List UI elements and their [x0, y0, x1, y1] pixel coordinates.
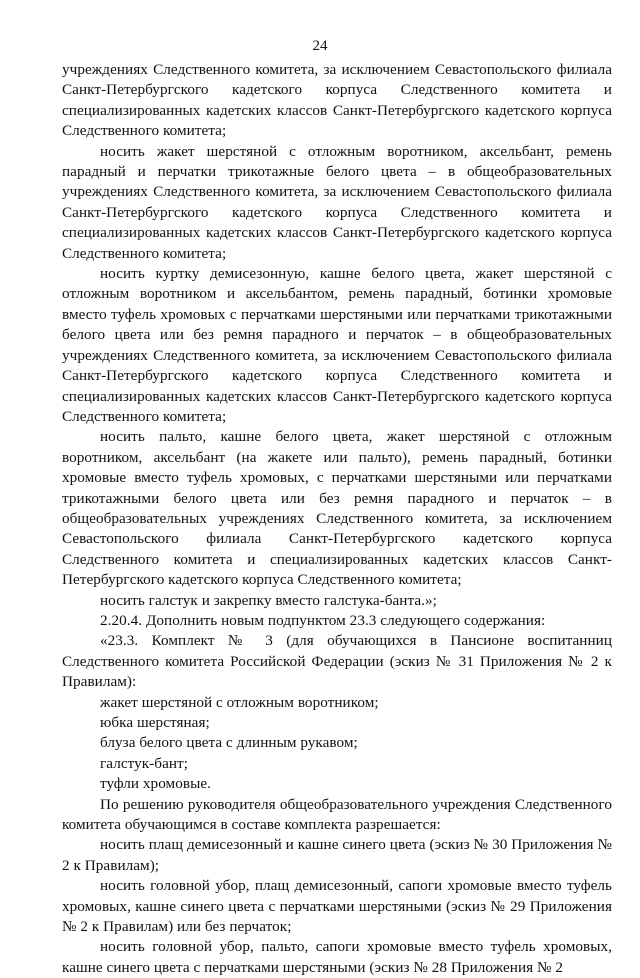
paragraph-amendment: 2.20.4. Дополнить новым подпунктом 23.3 следующего содержания: — [100, 611, 546, 629]
paragraph-demi-jacket: носить куртку демисезонную, кашне белого цвета, жакет шерстяной с отложным воротником и аксельбантом, ремень парадный, ботинки хромовые вместо туфель хромовых с перчатками шерстяными или перчатками трикотажными белого цвета или без ремня парадного и перчаток – в общеобразовательных учреждениях Следственного комитета, за исключением Севастопольского филиала Санкт-Петербургского кадетского корпуса Следственного комитета и специализированных кадетских классов Санкт-Петербургского кадетского корпуса Следственного комитета; — [62, 265, 612, 425]
paragraph-raincoat: носить плащ демисезонный и кашне синего цвета (эскиз № 30 Приложения № 2 к Правилам); — [62, 836, 612, 874]
list-item: юбка шерстяная; — [100, 714, 210, 731]
list-item: галстук-бант; — [100, 754, 188, 772]
paragraph-set-3: «23.3. Комплект № 3 (для обучающихся в Пансионе воспитанниц Следственного комитета Российской Федерации (эскиз № 31 Приложения № 2 к Правилам): — [62, 632, 612, 691]
list-item: туфли хромовые. — [100, 775, 211, 793]
page-number: 24 — [312, 38, 328, 54]
paragraph-headgear-raincoat: носить головной убор, плащ демисезонный, сапоги хромовые вместо туфель хромовых, кашне синего цвета с перчатками шерстяными (эскиз № 29 Приложения № 2 к Правилам) или без перчаток; — [62, 877, 612, 936]
list-item: блуза белого цвета с длинным рукавом; — [100, 734, 358, 752]
paragraph-jacket: носить жакет шерстяной с отложным воротником, аксельбант, ремень парадный и перчатки трикотажные белого цвета – в общеобразовательных учреждениях Следственного комитета, за исключением Севастопольского филиала Санкт-Петербургского кадетского корпуса Следственного комитета и специализированных кадетских классов Санкт-Петербургского кадетского корпуса Следственного комитета; — [62, 142, 612, 262]
paragraph-decision: По решению руководителя общеобразовательного учреждения Следственного комитета обучающимся в составе комплекта разрешается: — [62, 795, 612, 834]
document-body — [62, 60, 612, 978]
paragraph-tie: носить галстук и закрепку вместо галстука-банта.»; — [100, 591, 437, 609]
paragraph-continuation: учреждениях Следственного комитета, за исключением Севастопольского филиала Санкт-Петербургского кадетского корпуса Следственного комитета и специализированных кадетских классов Санкт-Петербургского кадетского корпуса Следственного комитета; — [62, 61, 612, 140]
paragraph-coat: носить пальто, кашне белого цвета, жакет шерстяной с отложным воротником, аксельбант (на жакете или пальто), ремень парадный, ботинки хромовые вместо туфель хромовых, с перчатками шерстяными или перчатками трикотажными белого цвета или без ремня парадного и перчаток – в общеобразовательных учреждениях Следственного комитета, за исключением Севастопольского филиала Санкт-Петербургского кадетского корпуса Следственного комитета и специализированных кадетских классов Санкт-Петербургского кадетского корпуса Следственного комитета; — [62, 428, 612, 589]
paragraph-headgear-coat: носить головной убор, пальто, сапоги хромовые вместо туфель хромовых, кашне синего цвета с перчатками шерстяными (эскиз № 28 Приложения № 2 — [62, 938, 612, 976]
list-item: жакет шерстяной с отложным воротником; — [100, 693, 379, 711]
